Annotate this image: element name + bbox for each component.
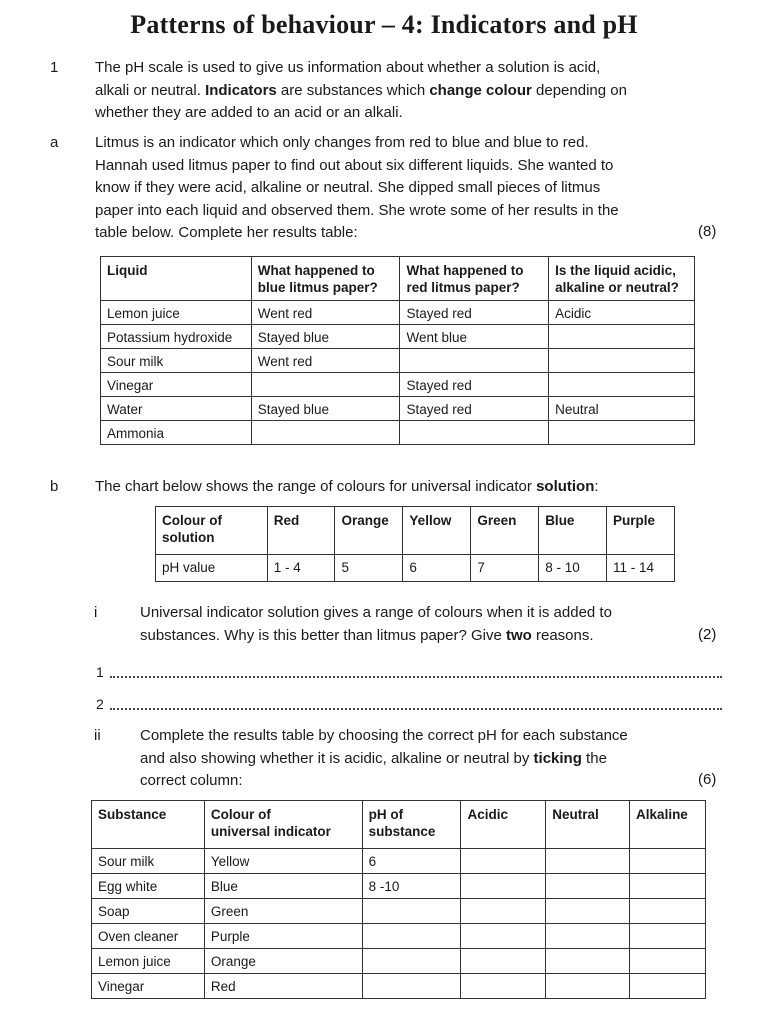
text-line: [95, 200, 735, 223]
answer-cell[interactable]: [630, 874, 706, 899]
part-b-ii-text: [140, 725, 700, 793]
answer-cell[interactable]: [461, 924, 546, 949]
table-cell: Vinegar: [92, 974, 205, 999]
table-header-cell: [471, 507, 539, 555]
header-text: universal indicator: [210, 824, 331, 839]
answer-cell[interactable]: [630, 974, 706, 999]
answer-cell[interactable]: [251, 373, 400, 397]
table-header-cell: [549, 257, 695, 301]
universal-indicator-chart: [155, 506, 675, 582]
table-cell: Yellow: [204, 849, 362, 874]
part-b-text: [95, 476, 735, 499]
part-a-letter: a: [50, 134, 59, 151]
table-cell: Stayed red: [400, 301, 549, 325]
answer-cell[interactable]: [549, 373, 695, 397]
table-row: [92, 849, 706, 874]
table-row: [101, 397, 695, 421]
header-text: What happened to: [406, 263, 524, 278]
answer-cell[interactable]: [546, 874, 630, 899]
text-line: [95, 222, 735, 245]
table-cell: Red: [204, 974, 362, 999]
header-text: Alkaline: [636, 807, 688, 822]
table-cell: Went red: [251, 349, 400, 373]
table-header-cell: [539, 507, 607, 555]
table-cell: Neutral: [549, 397, 695, 421]
text-segment: change colour: [429, 81, 532, 99]
table-header-cell: [630, 801, 706, 849]
header-text: Substance: [98, 807, 167, 822]
text-segment: reasons.: [531, 626, 594, 644]
table-cell: Water: [101, 397, 252, 421]
answer-cell[interactable]: [549, 325, 695, 349]
table-row: [101, 301, 695, 325]
table-cell: 8 -10: [362, 874, 461, 899]
table-header-cell: [362, 801, 461, 849]
text-line: [140, 725, 700, 748]
answer-cell[interactable]: [362, 899, 461, 924]
answer-line-number: 1: [96, 664, 104, 680]
table-cell: Stayed red: [400, 397, 549, 421]
answer-line[interactable]: [110, 708, 722, 710]
table-cell: Lemon juice: [101, 301, 252, 325]
table-cell: Green: [204, 899, 362, 924]
answer-cell[interactable]: [461, 899, 546, 924]
table-cell: Egg white: [92, 874, 205, 899]
header-text: Yellow: [409, 513, 452, 528]
answer-cell[interactable]: [461, 949, 546, 974]
table-cell: Sour milk: [92, 849, 205, 874]
table-row: [101, 325, 695, 349]
header-text: Is the liquid acidic,: [555, 263, 676, 278]
table-cell: Went red: [251, 301, 400, 325]
answer-cell[interactable]: [400, 349, 549, 373]
part-b-i-text: [140, 602, 700, 647]
table-cell: 8 - 10: [539, 555, 607, 582]
table-cell: pH value: [156, 555, 268, 582]
text-segment: are substances which: [276, 81, 430, 99]
table-header-row: [92, 801, 706, 849]
header-text: substance: [368, 824, 436, 839]
answer-cell[interactable]: [546, 949, 630, 974]
table-header-cell: [400, 257, 549, 301]
answer-cell[interactable]: [549, 349, 695, 373]
answer-line[interactable]: [110, 676, 722, 678]
header-text: blue litmus paper?: [257, 280, 378, 295]
table-header-cell: [546, 801, 630, 849]
header-text: Purple: [613, 513, 656, 528]
table-row: [101, 421, 695, 445]
answer-cell[interactable]: [630, 924, 706, 949]
header-text: Colour of: [210, 807, 271, 822]
text-line: [140, 770, 700, 793]
table-header-cell: [461, 801, 546, 849]
text-segment: paper into each liquid and observed them. She wrote some of her results in the: [95, 201, 619, 219]
table-header-row: [156, 507, 675, 555]
table-cell: 11 - 14: [607, 555, 675, 582]
text-segment: :: [594, 478, 599, 495]
text-segment: Indicators: [205, 81, 277, 99]
answer-cell[interactable]: [461, 974, 546, 999]
header-text: Acidic: [467, 807, 508, 822]
table-cell: Acidic: [549, 301, 695, 325]
text-segment: The pH scale is used to give us information about whether a solution is acid,: [95, 59, 601, 76]
text-segment: alkali or neutral.: [95, 81, 206, 99]
header-text: pH of: [368, 807, 404, 822]
table-cell: 5: [335, 555, 403, 582]
header-text: red litmus paper?: [406, 280, 520, 295]
answer-cell[interactable]: [630, 949, 706, 974]
table-row: [92, 924, 706, 949]
part-a-text: [95, 132, 735, 245]
table-cell: 6: [362, 849, 461, 874]
table-header-cell: [403, 507, 471, 555]
table-cell: 1 - 4: [267, 555, 335, 582]
text-segment: correct column:: [140, 772, 243, 789]
text-line: [95, 155, 735, 178]
table-header-cell: [92, 801, 205, 849]
answer-cell[interactable]: [546, 974, 630, 999]
table-cell: Went blue: [400, 325, 549, 349]
table-row: [92, 949, 706, 974]
text-line: [95, 476, 735, 499]
table-header-cell: [156, 507, 268, 555]
part-b-ii-marks: (6): [698, 771, 717, 788]
header-text: Blue: [545, 513, 575, 528]
table-cell: 6: [403, 555, 471, 582]
table-header-cell: [204, 801, 362, 849]
answer-cell[interactable]: [400, 421, 549, 445]
answer-cell[interactable]: [546, 924, 630, 949]
table-cell: Purple: [204, 924, 362, 949]
table-header-row: [101, 257, 695, 301]
question-intro: [95, 57, 735, 125]
header-text: solution: [162, 530, 215, 545]
text-segment: Universal indicator solution gives a range of colours when it is added to: [140, 604, 612, 621]
table-cell: Sour milk: [101, 349, 252, 373]
text-segment: the: [581, 749, 607, 767]
table-row: [92, 974, 706, 999]
text-line: [140, 625, 700, 648]
table-cell: Soap: [92, 899, 205, 924]
text-segment: substances. Why is this better than litmus paper? Give: [140, 626, 506, 644]
table-header-cell: [101, 257, 252, 301]
table-header-cell: [267, 507, 335, 555]
answer-cell[interactable]: [630, 899, 706, 924]
answer-cell[interactable]: [362, 974, 461, 999]
header-text: Green: [477, 513, 517, 528]
text-segment: table below. Complete her results table:: [95, 224, 358, 241]
header-text: alkaline or neutral?: [555, 280, 679, 295]
table-header-cell: [335, 507, 403, 555]
text-line: [95, 132, 735, 155]
litmus-results-table: [100, 256, 695, 445]
answer-cell[interactable]: [546, 899, 630, 924]
table-row: [101, 349, 695, 373]
text-segment: The chart below shows the range of colours for universal indicator: [95, 478, 537, 495]
part-b-i-label: i: [94, 604, 98, 621]
text-line: [140, 602, 700, 625]
text-line: [140, 748, 700, 771]
table-row: [92, 874, 706, 899]
text-line: [95, 57, 735, 80]
table-cell: Stayed red: [400, 373, 549, 397]
answer-cell[interactable]: [251, 421, 400, 445]
text-segment: Litmus is an indicator which only changes from red to blue and blue to red.: [95, 134, 589, 151]
text-segment: Hannah used litmus paper to find out about six different liquids. She wanted to: [95, 156, 614, 174]
text-segment: solution: [536, 478, 595, 495]
table-cell: Lemon juice: [92, 949, 205, 974]
text-line: [95, 80, 735, 103]
header-text: Orange: [341, 513, 389, 528]
answer-cell[interactable]: [630, 849, 706, 874]
table-cell: Ammonia: [101, 421, 252, 445]
table-cell: 7: [471, 555, 539, 582]
table-row: [156, 555, 675, 582]
table-row: [101, 373, 695, 397]
table-cell: Stayed blue: [251, 325, 400, 349]
answer-line-number: 2: [96, 696, 104, 712]
answer-cell[interactable]: [362, 924, 461, 949]
table-cell: Potassium hydroxide: [101, 325, 252, 349]
table-header-cell: [607, 507, 675, 555]
text-segment: know if they were acid, alkaline or neutral. She dipped small pieces of litmus: [95, 179, 601, 196]
table-cell: Blue: [204, 874, 362, 899]
table-header-cell: [251, 257, 400, 301]
header-text: Neutral: [552, 807, 599, 822]
header-text: Red: [273, 513, 300, 528]
text-segment: ticking: [533, 749, 582, 767]
text-line: [95, 102, 735, 125]
text-segment: depending on: [531, 81, 627, 99]
answer-cell[interactable]: [362, 949, 461, 974]
part-a-marks: (8): [698, 223, 717, 240]
table-cell: Stayed blue: [251, 397, 400, 421]
page-title: Patterns of behaviour – 4: Indicators and pH: [130, 10, 638, 39]
text-segment: two: [506, 626, 532, 644]
text-segment: Complete the results table by choosing the correct pH for each substance: [140, 727, 628, 744]
header-text: Colour of: [162, 513, 222, 528]
text-line: [95, 177, 735, 200]
table-cell: Vinegar: [101, 373, 252, 397]
part-b-letter: b: [50, 478, 59, 495]
table-row: [92, 899, 706, 924]
header-text: Liquid: [107, 263, 148, 278]
header-text: What happened to: [257, 263, 375, 278]
answer-cell[interactable]: [546, 849, 630, 874]
question-number: 1: [50, 59, 59, 76]
part-b-ii-label: ii: [94, 727, 101, 744]
part-b-i-marks: (2): [698, 626, 717, 643]
answer-cell[interactable]: [549, 421, 695, 445]
answer-cell[interactable]: [461, 849, 546, 874]
table-cell: Orange: [204, 949, 362, 974]
indicator-results-table: [91, 800, 706, 999]
answer-cell[interactable]: [461, 874, 546, 899]
table-cell: Oven cleaner: [92, 924, 205, 949]
text-segment: whether they are added to an acid or an alkali.: [95, 104, 403, 121]
text-segment: and also showing whether it is acidic, alkaline or neutral by: [140, 749, 534, 767]
